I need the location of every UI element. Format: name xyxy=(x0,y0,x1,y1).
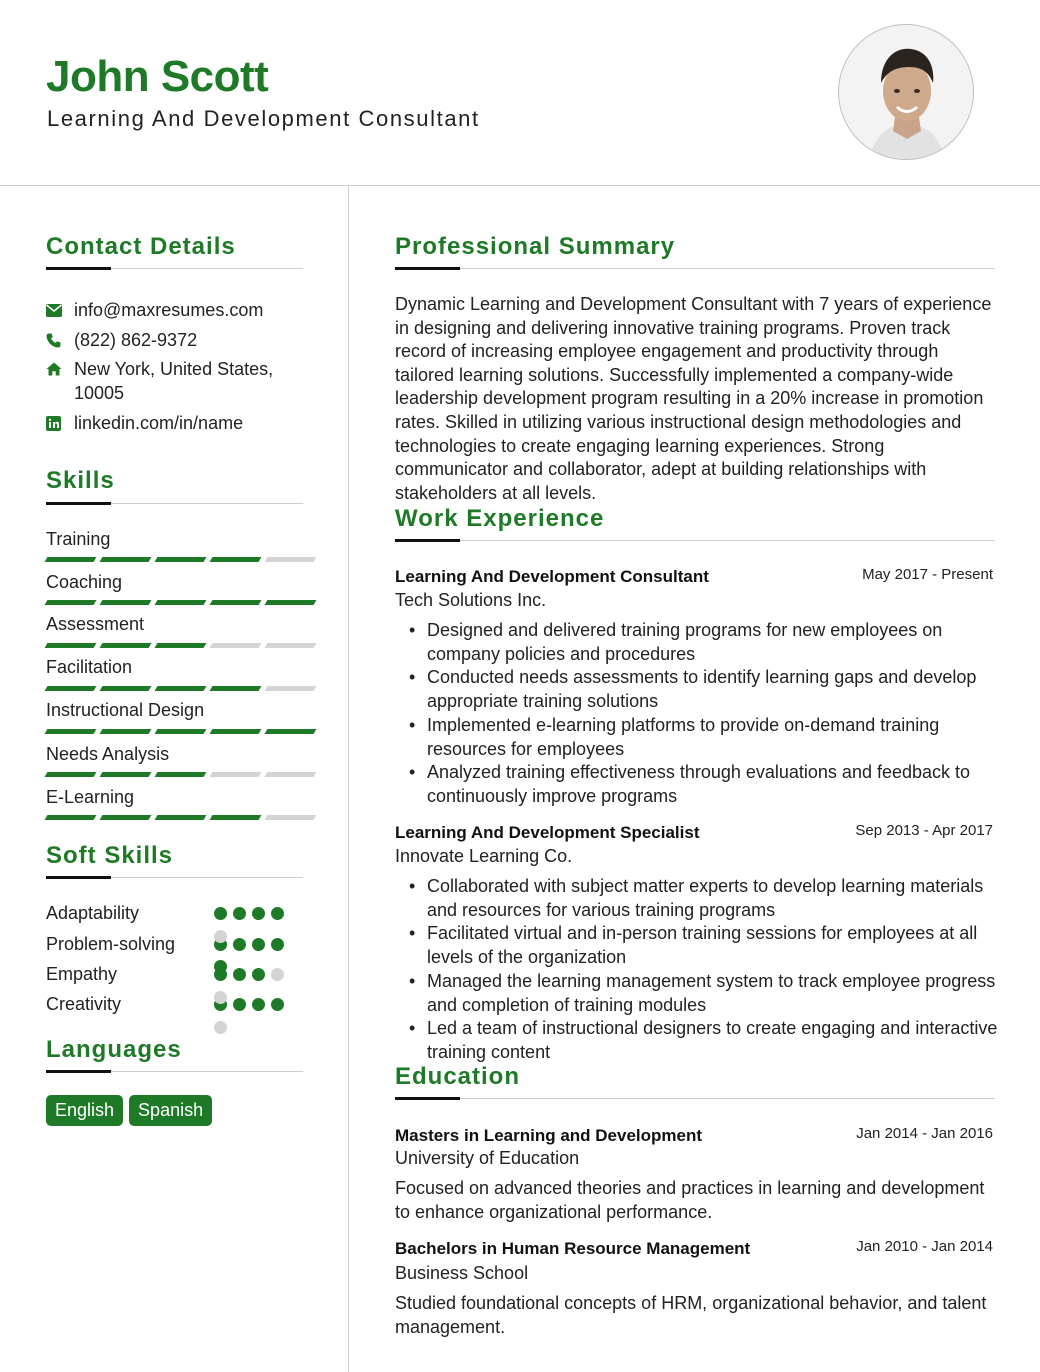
skill-segment xyxy=(265,686,317,691)
skill-label: E-Learning xyxy=(46,787,135,807)
skill-meter xyxy=(46,557,315,562)
contact-address-text: New York, United States, 10005 xyxy=(74,359,274,403)
skill-label: Needs Analysis xyxy=(46,744,170,764)
skill-label: Assessment xyxy=(46,614,145,634)
job-company: Innovate Learning Co. xyxy=(395,846,573,866)
candidate-title: Learning And Development Consultant xyxy=(47,106,480,131)
resume-header xyxy=(0,0,1040,186)
skill-segment xyxy=(155,557,207,562)
skill-segment xyxy=(265,643,317,648)
school-name: Business School xyxy=(395,1263,529,1283)
skill-meter xyxy=(46,600,315,605)
contact-phone[interactable] xyxy=(46,328,197,352)
soft-skill-dot xyxy=(233,938,246,951)
contact-linkedin[interactable] xyxy=(46,411,243,435)
soft-skills-heading: Soft Skills xyxy=(46,842,174,869)
skill-segment xyxy=(210,600,262,605)
skill-segment xyxy=(210,643,262,648)
skill-label: Instructional Design xyxy=(46,700,205,720)
degree-description: Focused on advanced theories and practices in learning and development to enhance organizational performance. xyxy=(395,1178,985,1222)
soft-skill-dot xyxy=(271,968,284,981)
languages-rule xyxy=(46,1071,303,1072)
soft-skills-rule xyxy=(46,877,303,878)
soft-skill-label: Adaptability xyxy=(46,903,140,923)
skill-segment xyxy=(100,557,152,562)
skill-segment xyxy=(45,557,97,562)
job-bullet: • Facilitated virtual and in-person training sessions for employees at all levels of the organization xyxy=(409,922,999,969)
skill-segment xyxy=(100,815,152,820)
soft-skill-dot xyxy=(271,907,284,920)
skills-heading: Skills xyxy=(46,467,115,494)
contact-address xyxy=(46,357,306,405)
skill-segment xyxy=(100,600,152,605)
education-heading: Education xyxy=(395,1063,521,1090)
job-bullet: • Designed and delivered training programs for new employees on company policies and procedures xyxy=(409,619,999,666)
column-divider xyxy=(348,186,349,1372)
language-list xyxy=(46,1095,212,1126)
school-name: University of Education xyxy=(395,1148,580,1168)
soft-skill-dot xyxy=(252,968,265,981)
skill-label: Coaching xyxy=(46,572,123,592)
contact-heading: Contact Details xyxy=(46,233,236,260)
soft-skill-dot xyxy=(233,968,246,981)
skill-segment xyxy=(210,772,262,777)
job-bullet: • Led a team of instructional designers to create engaging and interactive training content xyxy=(409,1017,999,1064)
skill-segment xyxy=(100,686,152,691)
job-title: Learning And Development Consultant xyxy=(395,567,709,586)
summary-text: Dynamic Learning and Development Consultant with 7 years of experience in designing and delivering innovative training programs. Proven track record of increasing employee engagement and productivity through tailored learning solutions. Successfully implemented a company-wide leadership development program resulting in a 20% increase in promotion rates. Skilled in utilizing various instructional design methodologies and technologies to create engaging learning experiences. Strong communicator and collaborator, adept at building relationships with stakeholders at all levels. xyxy=(395,294,992,503)
skill-meter xyxy=(46,772,315,777)
soft-skill-dot xyxy=(271,938,284,951)
overflow-dot xyxy=(214,960,227,973)
job-date: Sep 2013 - Apr 2017 xyxy=(855,822,993,839)
soft-skill-dot xyxy=(252,938,265,951)
job-bullets xyxy=(409,875,999,1065)
job-bullets xyxy=(409,619,999,809)
contact-linkedin-text: linkedin.com/in/name xyxy=(74,413,244,433)
job-bullet: • Implemented e-learning platforms to provide on-demand training resources for employees xyxy=(409,714,999,761)
skill-segment xyxy=(155,686,207,691)
soft-skill-dot xyxy=(252,907,265,920)
skill-segment xyxy=(210,729,262,734)
overflow-dot xyxy=(214,991,227,1004)
skill-segment xyxy=(45,729,97,734)
skill-segment xyxy=(210,686,262,691)
contact-rule xyxy=(46,268,303,269)
job-bullet: • Collaborated with subject matter experts to develop learning materials and resources for various training programs xyxy=(409,875,999,922)
skill-segment xyxy=(155,729,207,734)
experience-heading: Work Experience xyxy=(395,505,605,532)
phone-icon xyxy=(46,328,74,352)
summary-rule xyxy=(395,268,995,269)
soft-skill-meter xyxy=(214,907,284,920)
languages-heading: Languages xyxy=(46,1036,182,1063)
skill-segment xyxy=(45,772,97,777)
skill-segment xyxy=(265,729,317,734)
skill-segment xyxy=(265,772,317,777)
skill-segment xyxy=(100,729,152,734)
contact-email-text: info@maxresumes.com xyxy=(74,300,264,320)
skill-segment xyxy=(265,815,317,820)
degree-title: Bachelors in Human Resource Management xyxy=(395,1239,751,1258)
skill-segment xyxy=(100,772,152,777)
job-date: May 2017 - Present xyxy=(862,566,993,583)
skill-segment xyxy=(45,643,97,648)
job-bullet: • Analyzed training effectiveness through evaluations and feedback to continuously improve programs xyxy=(409,761,999,808)
skill-label: Facilitation xyxy=(46,657,133,677)
contact-email[interactable] xyxy=(46,298,263,322)
education-rule xyxy=(395,1098,995,1099)
overflow-dot xyxy=(214,930,227,943)
home-icon xyxy=(46,357,74,381)
degree-title: Masters in Learning and Development xyxy=(395,1126,703,1145)
experience-rule xyxy=(395,540,995,541)
skill-meter xyxy=(46,643,315,648)
skill-segment xyxy=(100,643,152,648)
soft-skill-dot xyxy=(252,998,265,1011)
soft-skill-dot xyxy=(233,907,246,920)
degree-description: Studied foundational concepts of HRM, organizational behavior, and talent management. xyxy=(395,1293,987,1337)
soft-skill-label: Creativity xyxy=(46,994,122,1014)
skill-segment xyxy=(210,815,262,820)
skill-meter xyxy=(46,815,315,820)
skills-rule xyxy=(46,503,303,504)
profile-photo xyxy=(838,24,974,160)
job-bullet: • Conducted needs assessments to identify learning gaps and develop appropriate training solutions xyxy=(409,666,999,713)
skill-label: Training xyxy=(46,529,111,549)
skill-segment xyxy=(45,600,97,605)
degree-date: Jan 2010 - Jan 2014 xyxy=(856,1238,993,1255)
language-badge: English xyxy=(46,1095,123,1126)
soft-skill-dot xyxy=(271,998,284,1011)
skill-segment xyxy=(265,557,317,562)
summary-heading: Professional Summary xyxy=(395,233,676,260)
skill-segment xyxy=(155,815,207,820)
skill-segment xyxy=(210,557,262,562)
skill-meter xyxy=(46,729,315,734)
linkedin-icon xyxy=(46,411,74,435)
soft-skill-dot xyxy=(214,907,227,920)
skill-segment xyxy=(45,815,97,820)
soft-skill-label: Empathy xyxy=(46,964,118,984)
candidate-name: John Scott xyxy=(46,52,269,101)
job-title: Learning And Development Specialist xyxy=(395,823,700,842)
soft-skill-label: Problem-solving xyxy=(46,934,176,954)
degree-date: Jan 2014 - Jan 2016 xyxy=(856,1125,993,1142)
soft-skill-dot xyxy=(233,998,246,1011)
skill-segment xyxy=(45,686,97,691)
envelope-icon xyxy=(46,298,74,322)
job-company: Tech Solutions Inc. xyxy=(395,590,547,610)
contact-phone-text: (822) 862-9372 xyxy=(74,330,198,350)
language-badge: Spanish xyxy=(129,1095,212,1126)
skill-segment xyxy=(265,600,317,605)
skill-meter xyxy=(46,686,315,691)
skill-segment xyxy=(155,772,207,777)
skill-segment xyxy=(155,600,207,605)
skill-segment xyxy=(155,643,207,648)
job-bullet: • Managed the learning management system to track employee progress and completion of training modules xyxy=(409,970,999,1017)
overflow-dot xyxy=(214,1021,227,1034)
